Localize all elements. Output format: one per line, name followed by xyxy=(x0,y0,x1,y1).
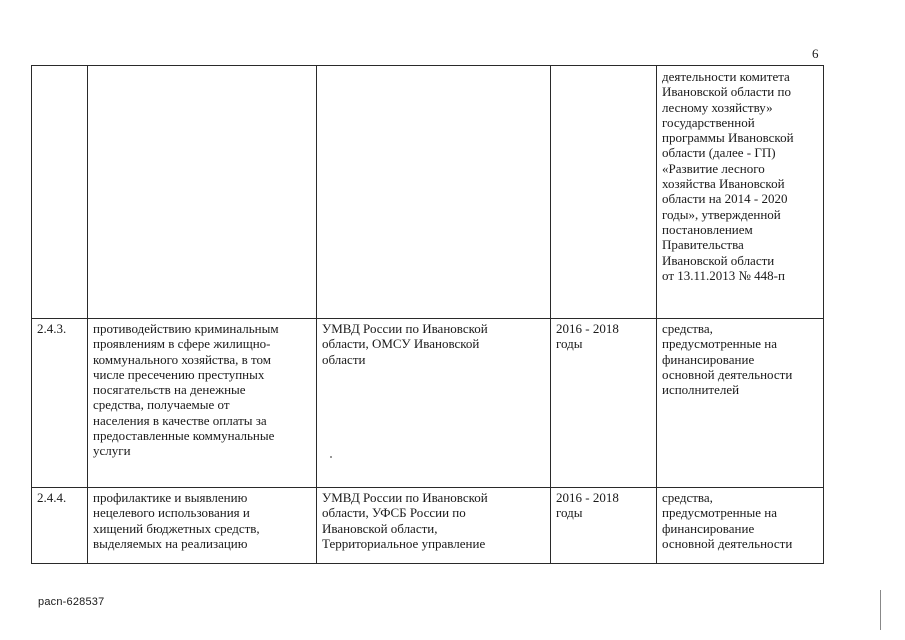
cell-executors: УМВД России по Ивановской области, ОМСУ Ивановской области xyxy=(317,319,551,488)
cell-term: 2016 - 2018 годы xyxy=(551,319,657,488)
cell-measure xyxy=(88,66,317,319)
document-code: pacn-628537 xyxy=(38,596,105,608)
table-row xyxy=(32,488,824,564)
measures-table xyxy=(31,65,824,564)
page-number: 6 xyxy=(812,46,819,61)
table-row-continuation xyxy=(32,66,824,319)
cell-executors xyxy=(317,66,551,319)
cell-measure: профилактике и выявлению нецелевого использования и хищений бюджетных средств, выделяемых на реализацию xyxy=(88,488,317,564)
scan-speck xyxy=(330,456,332,458)
cell-number: 2.4.3. xyxy=(32,319,88,488)
cell-number xyxy=(32,66,88,319)
cell-number: 2.4.4. xyxy=(32,488,88,564)
cell-executors: УМВД России по Ивановской области, УФСБ России по Ивановской области, Территориальное управление xyxy=(317,488,551,564)
cell-funding: средства, предусмотренные на финансирование основной деятельности xyxy=(657,488,824,564)
cell-funding: деятельности комитета Ивановской области по лесному хозяйству» государственной программы Ивановской области (далее - ГП) «Развитие лесного хозяйства Ивановской области на 2014 - 2020 годы», утвержденной постановлением Правительства Ивановской области от 13.11.2013 № 448-п xyxy=(657,66,824,319)
cell-term xyxy=(551,66,657,319)
cell-term: 2016 - 2018 годы xyxy=(551,488,657,564)
cell-funding: средства, предусмотренные на финансирование основной деятельности исполнителей xyxy=(657,319,824,488)
table-row xyxy=(32,319,824,488)
scan-edge-mark xyxy=(880,590,881,630)
cell-measure: противодействию криминальным проявлениям в сфере жилищно- коммунального хозяйства, в том числе пресечению преступных посягательств на денежные средства, получаемые от населения в качестве оплаты за предоставленные коммунальные услуги xyxy=(88,319,317,488)
